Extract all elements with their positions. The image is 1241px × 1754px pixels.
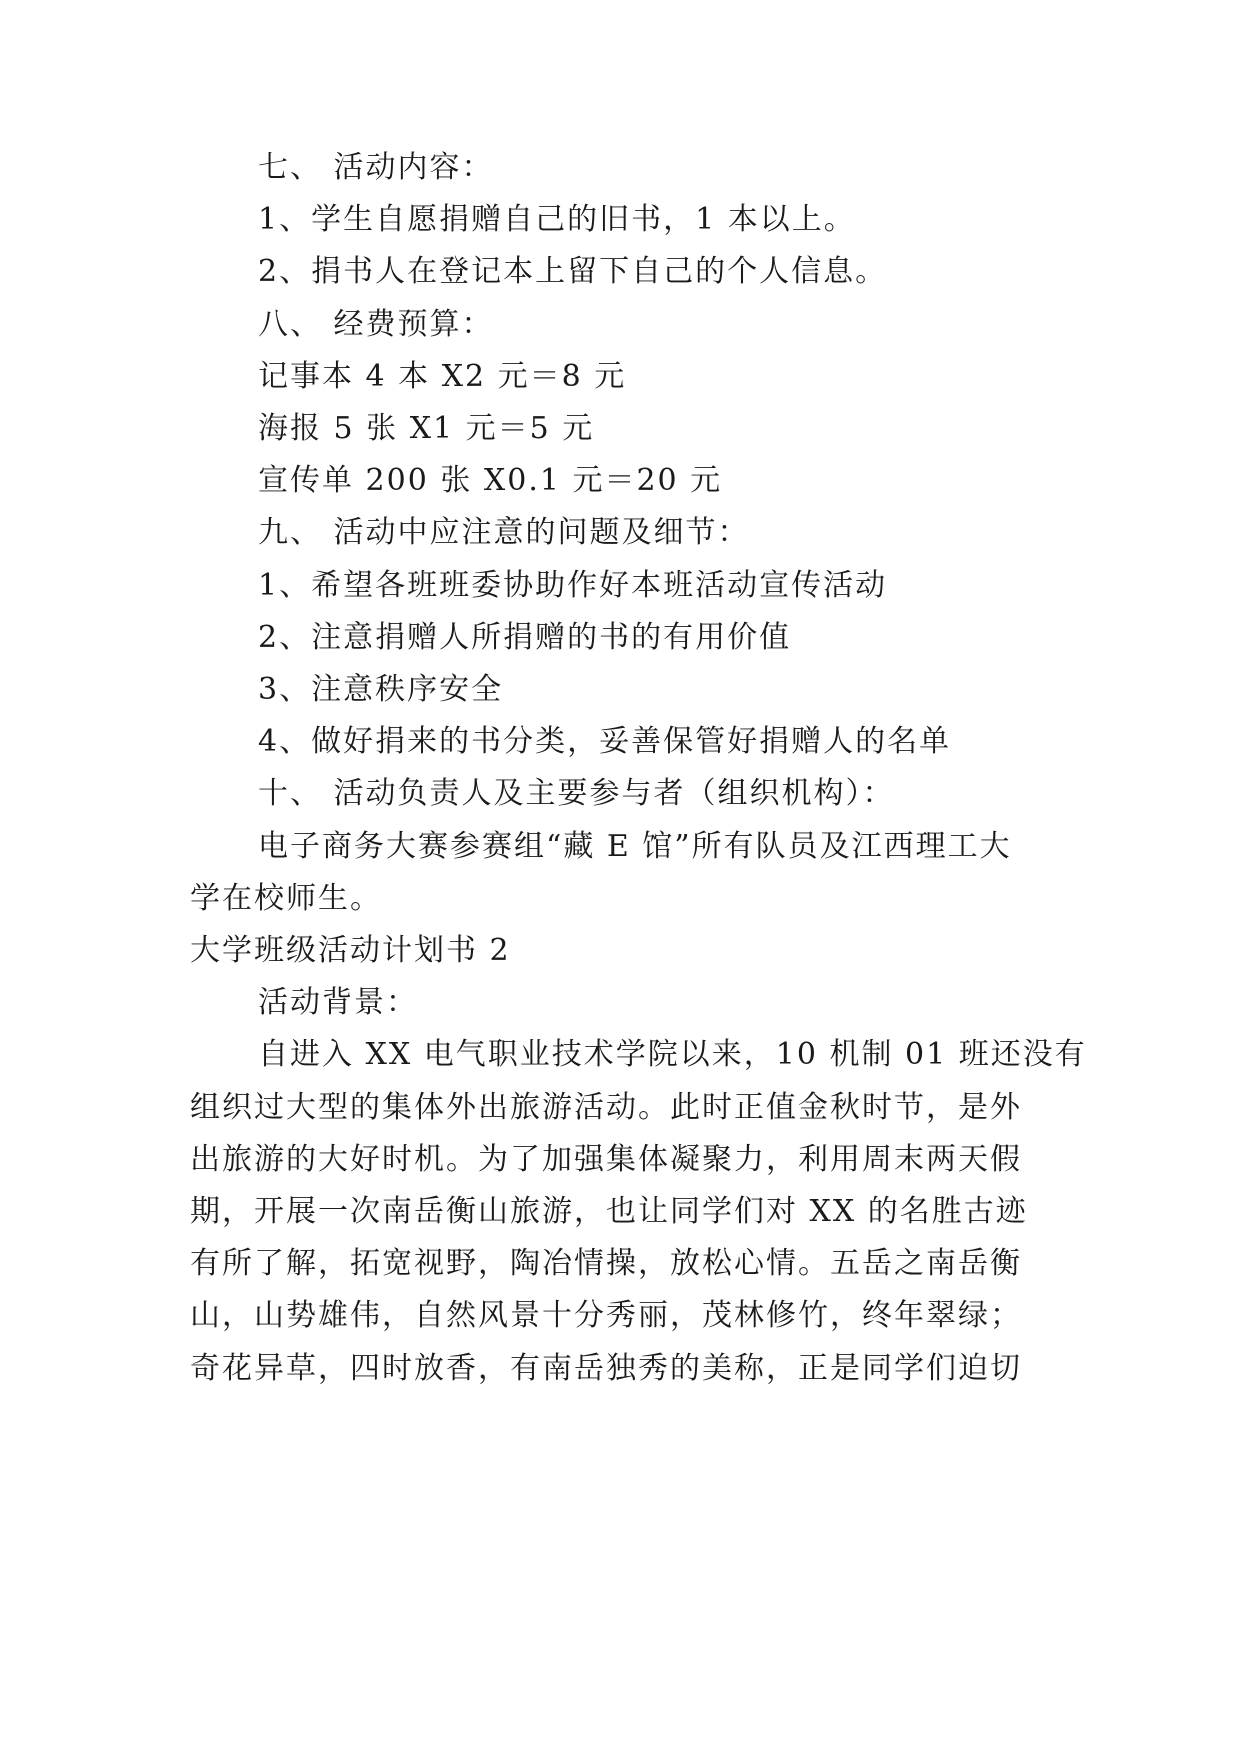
- text-line: 大学班级活动计划书 2: [190, 933, 511, 968]
- text-line: 出旅游的大好时机。为了加强集体凝聚力，利用周末两天假: [190, 1141, 1022, 1177]
- text-line: 有所了解，拓宽视野，陶冶情操，放松心情。五岳之南岳衡: [190, 1246, 1022, 1282]
- text-line: 1、希望各班班委协助作好本班活动宣传活动: [258, 567, 888, 603]
- text-line: 3、注意秩序安全: [258, 672, 504, 707]
- text-line: 组织过大型的集体外出旅游活动。此时正值金秋时节，是外: [190, 1089, 1022, 1125]
- text-line: 电子商务大赛参赛组“藏 E 馆”所有队员及江西理工大: [258, 828, 1012, 864]
- text-line: 学在校师生。: [190, 880, 382, 916]
- text-line: 活动背景：: [258, 985, 418, 1021]
- text-line: 宣传单 200 张 X0.1 元＝20 元: [258, 463, 723, 499]
- text-line: 4、做好捐来的书分类，妥善保管好捐赠人的名单: [258, 724, 952, 760]
- text-line: 十、 活动负责人及主要参与者（组织机构）：: [258, 776, 895, 812]
- text-line: 九、 活动中应注意的问题及细节：: [258, 515, 750, 551]
- text-line: 2、捐书人在登记本上留下自己的个人信息。: [258, 254, 888, 290]
- text-line: 2、注意捐赠人所捐赠的书的有用价值: [258, 619, 792, 655]
- text-line: 八、 经费预算：: [258, 306, 494, 342]
- text-line: 山，山势雄伟，自然风景十分秀丽，茂林修竹，终年翠绿；: [190, 1298, 1022, 1334]
- text-line: 期，开展一次南岳衡山旅游，也让同学们对 XX 的名胜古迹: [190, 1194, 1028, 1229]
- text-line: 七、 活动内容：: [258, 150, 494, 185]
- text-line: 奇花异草，四时放香，有南岳独秀的美称，正是同学们迫切: [190, 1350, 1022, 1386]
- text-line: 1、学生自愿捐赠自己的旧书，1 本以上。: [258, 202, 856, 238]
- text-line: 海报 5 张 X1 元＝5 元: [258, 411, 595, 446]
- text-line: 记事本 4 本 X2 元＝8 元: [258, 358, 627, 394]
- text-line: 自进入 XX 电气职业技术学院以来，10 机制 01 班还没有: [258, 1037, 1087, 1073]
